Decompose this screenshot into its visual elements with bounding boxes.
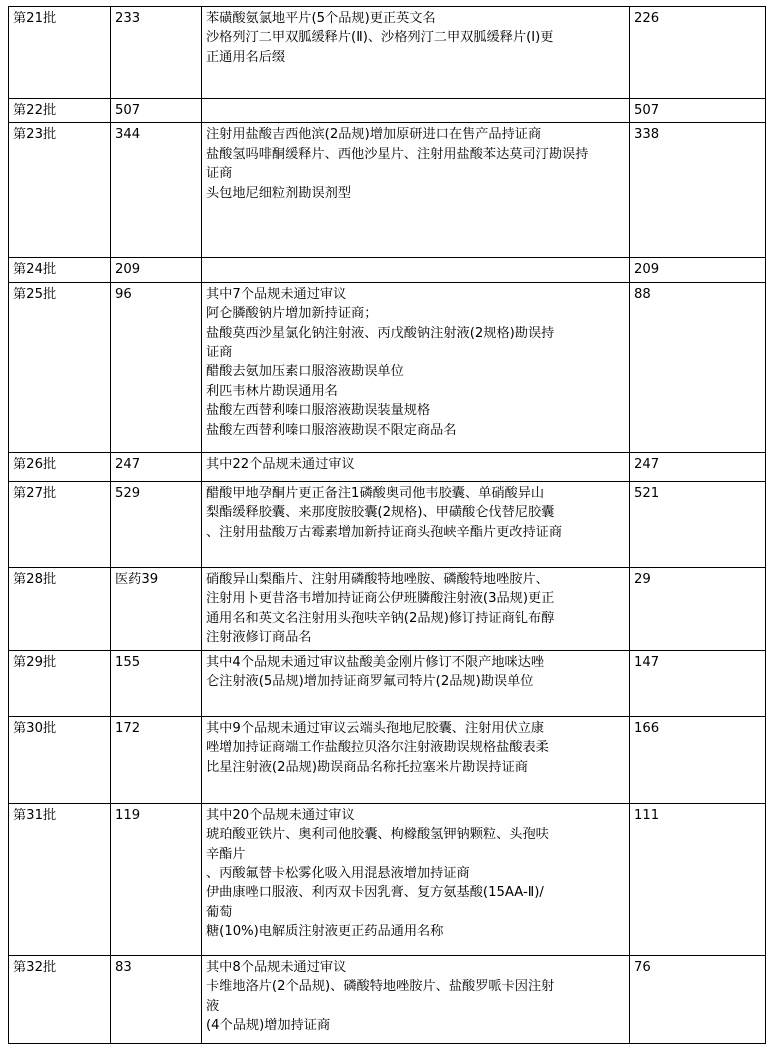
count-cell: 96 <box>111 282 202 452</box>
result-cell: 521 <box>630 481 766 567</box>
batch-cell: 第28批 <box>9 567 111 650</box>
table-row <box>9 99 766 123</box>
count-cell: 247 <box>111 452 202 481</box>
note-cell: 其中7个品规未通过审议 阿仑膦酸钠片增加新持证商； 盐酸莫西沙星氯化钠注射液、丙戊酸钠注射液(2规格)勘误持 证商 醋酸去氨加压素口服溶液勘误单位 利匹韦林片勘误通用名 盐酸左西替利嗪口服溶液勘误装量规格 盐酸左西替利嗪口服溶液勘误不限定商品名 <box>202 282 630 452</box>
count-cell: 529 <box>111 481 202 567</box>
note-cell: 注射用盐酸吉西他滨(2品规)增加原研进口在售产品持证商 盐酸氢吗啡酮缓释片、西他沙星片、注射用盐酸苯达莫司汀勘误持 证商 头包地尼细粒剂勘误剂型 <box>202 123 630 258</box>
table-row <box>9 955 766 1043</box>
batch-cell: 第22批 <box>9 99 111 123</box>
note-cell: 其中4个品规未通过审议盐酸美金刚片修订不限产地咪达唑 仑注射液(5品规)增加持证商罗氟司特片(2品规)勘误单位 <box>202 650 630 716</box>
result-cell: 88 <box>630 282 766 452</box>
batch-cell: 第27批 <box>9 481 111 567</box>
batch-table <box>8 6 766 1044</box>
count-cell: 155 <box>111 650 202 716</box>
result-cell: 147 <box>630 650 766 716</box>
count-cell: 344 <box>111 123 202 258</box>
note-cell: 苯磺酸氨氯地平片(5个品规)更正英文名 沙格列汀二甲双胍缓释片(Ⅱ)、沙格列汀二甲双胍缓释片(Ⅰ)更 正通用名后缀 <box>202 7 630 99</box>
batch-cell: 第23批 <box>9 123 111 258</box>
batch-cell: 第30批 <box>9 716 111 803</box>
count-cell: 83 <box>111 955 202 1043</box>
batch-cell: 第25批 <box>9 282 111 452</box>
note-cell: 其中20个品规未通过审议 琥珀酸亚铁片、奥利司他胶囊、枸橼酸氢钾钠颗粒、头孢呋 辛酯片 、丙酸氟替卡松雾化吸入用混悬液增加持证商 伊曲康唑口服液、利丙双卡因乳膏、复方氨基酸(15AA-Ⅱ)/ 葡萄 糖(10%)电解质注射液更正药品通用名称 <box>202 803 630 955</box>
result-cell: 76 <box>630 955 766 1043</box>
result-cell: 226 <box>630 7 766 99</box>
result-cell: 209 <box>630 258 766 282</box>
count-cell: 209 <box>111 258 202 282</box>
result-cell: 111 <box>630 803 766 955</box>
count-cell: 医药39 <box>111 567 202 650</box>
table-row <box>9 567 766 650</box>
batch-cell: 第24批 <box>9 258 111 282</box>
note-cell: 其中22个品规未通过审议 <box>202 452 630 481</box>
note-cell <box>202 258 630 282</box>
note-cell: 硝酸异山梨酯片、注射用磷酸特地唑胺、磷酸特地唑胺片、 注射用卜更昔洛韦增加持证商公伊班膦酸注射液(3品规)更正 通用名和英文名注射用头孢呋辛钠(2品规)修订持证商钆布醇 注射液修订商品名 <box>202 567 630 650</box>
table-row <box>9 481 766 567</box>
table-row <box>9 803 766 955</box>
note-cell: 其中8个品规未通过审议 卡维地洛片(2个品规)、磷酸特地唑胺片、盐酸罗哌卡因注射 液 (4个品规)增加持证商 <box>202 955 630 1043</box>
table-row <box>9 452 766 481</box>
count-cell: 172 <box>111 716 202 803</box>
batch-cell: 第21批 <box>9 7 111 99</box>
table-row <box>9 258 766 282</box>
result-cell: 247 <box>630 452 766 481</box>
table-row <box>9 7 766 99</box>
count-cell: 507 <box>111 99 202 123</box>
result-cell: 166 <box>630 716 766 803</box>
note-cell: 醋酸甲地孕酮片更正备注1磷酸奥司他韦胶囊、单硝酸异山 梨酯缓释胶囊、来那度胺胶囊(2规格)、甲磺酸仑伐替尼胶囊 、注射用盐酸万古霉素增加新持证商头孢峡辛酯片更改持证商 <box>202 481 630 567</box>
count-cell: 233 <box>111 7 202 99</box>
result-cell: 507 <box>630 99 766 123</box>
table-row <box>9 123 766 258</box>
table-row <box>9 650 766 716</box>
count-cell: 119 <box>111 803 202 955</box>
note-cell <box>202 99 630 123</box>
result-cell: 29 <box>630 567 766 650</box>
batch-cell: 第29批 <box>9 650 111 716</box>
note-cell: 其中9个品规未通过审议云端头孢地尼胶囊、注射用伏立康 唑增加持证商端工作盐酸拉贝洛尔注射液勘误规格盐酸表柔 比星注射液(2品规)勘误商品名称托拉塞米片勘误持证商 <box>202 716 630 803</box>
batch-cell: 第31批 <box>9 803 111 955</box>
batch-cell: 第26批 <box>9 452 111 481</box>
batch-cell: 第32批 <box>9 955 111 1043</box>
table-row <box>9 282 766 452</box>
table-row <box>9 716 766 803</box>
result-cell: 338 <box>630 123 766 258</box>
